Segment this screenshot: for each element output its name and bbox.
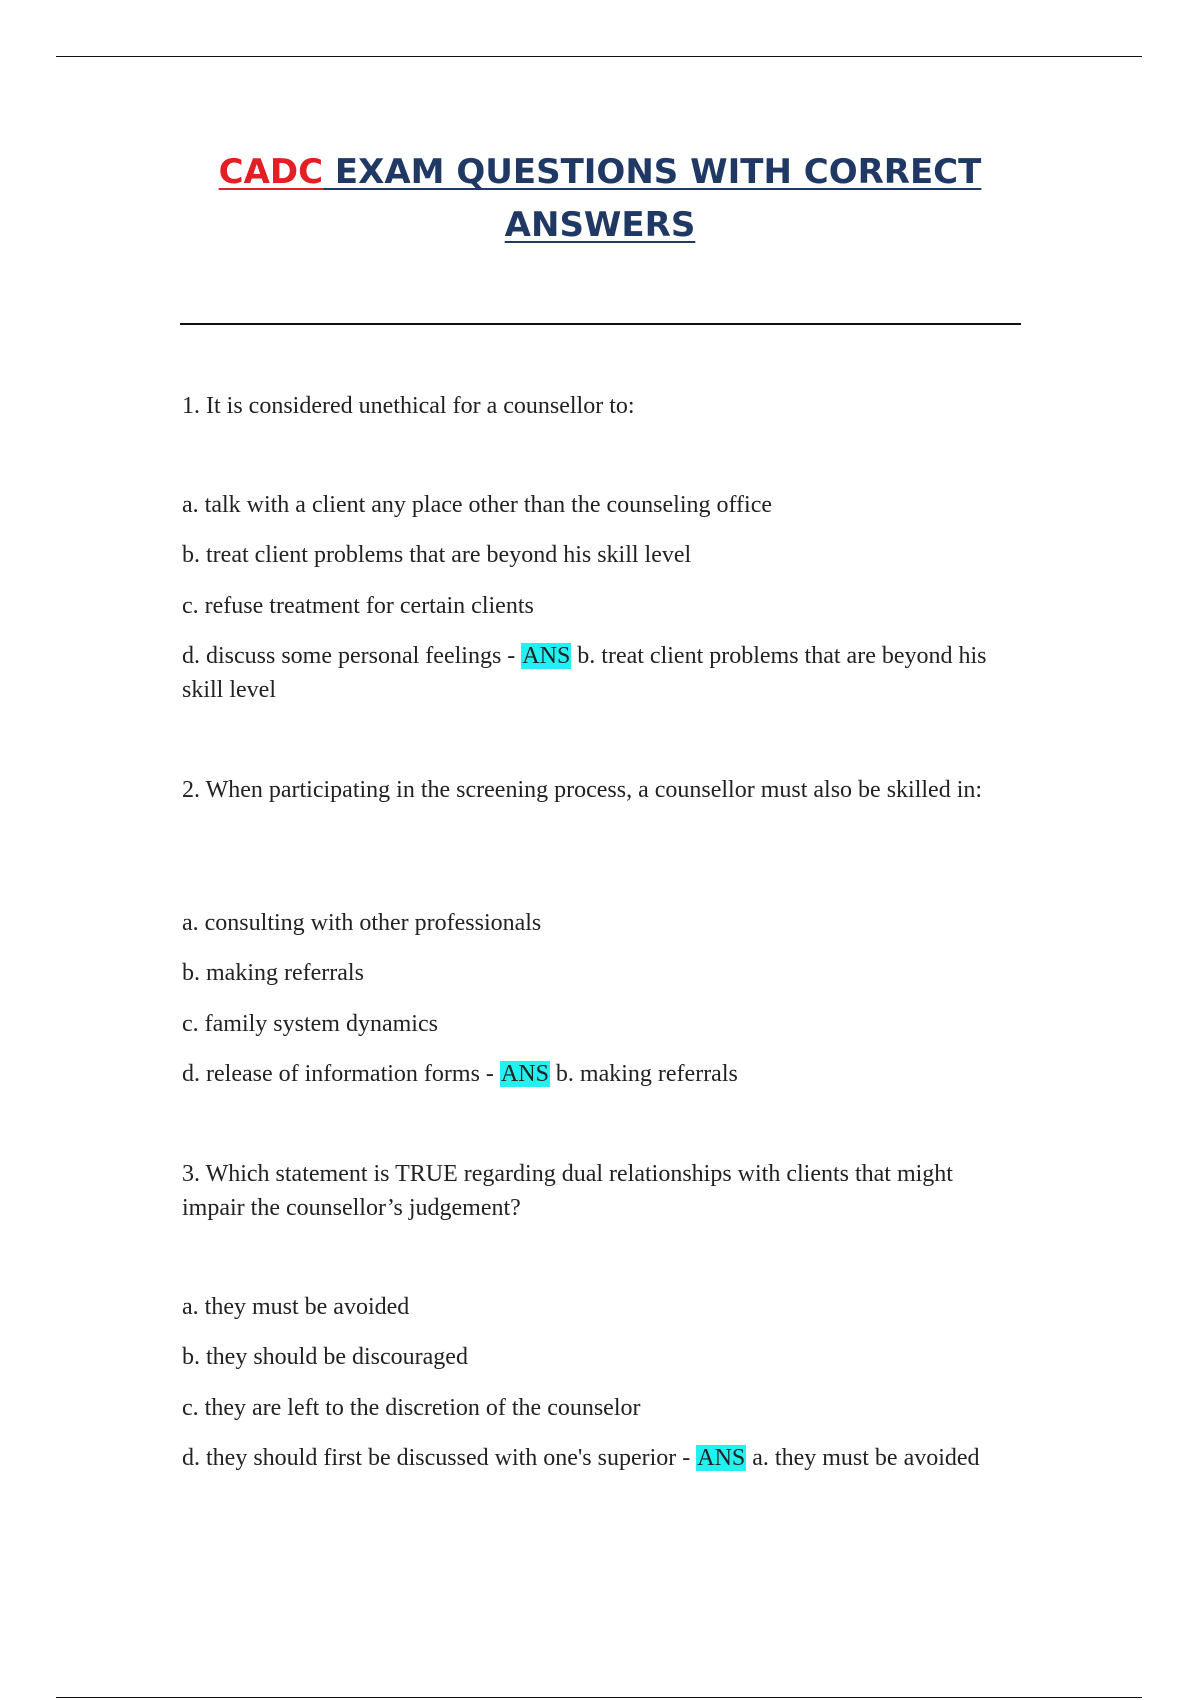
q1-option-a: a. talk with a client any place other than the counseling office (182, 492, 773, 518)
q2-option-d (182, 1057, 1012, 1091)
q3-option-d-text: d. they should first be discussed with one's superior - (182, 1445, 691, 1471)
q3-answer: a. they must be avoided (752, 1445, 980, 1471)
q1-answer: b. treat client problems that are beyond his skill level (182, 643, 987, 703)
q1-option-b: b. treat client problems that are beyond his skill level (182, 542, 692, 568)
page-title (180, 146, 1020, 252)
question-3: 3. Which statement is TRUE regarding dual relationships with clients that might impair the counsellor’s judgement? (182, 1161, 953, 1221)
q2-answer: b. making referrals (555, 1061, 738, 1087)
bottom-rule (56, 1697, 1142, 1698)
question-2: 2. When participating in the screening process, a counsellor must also be skilled in: (182, 777, 983, 803)
answer-marker: ANS (697, 1445, 746, 1471)
answer-marker: ANS (522, 643, 571, 669)
q2-option-d-text: d. release of information forms - (182, 1061, 494, 1087)
q3-option-b: b. they should be discouraged (182, 1344, 468, 1370)
q2-option-a: a. consulting with other professionals (182, 910, 542, 936)
q2-option-c: c. family system dynamics (182, 1011, 438, 1037)
q1-option-c: c. refuse treatment for certain clients (182, 593, 534, 619)
top-rule (56, 56, 1142, 57)
q1-option-d-text: d. discuss some personal feelings - (182, 643, 516, 669)
q3-option-d (182, 1441, 1012, 1475)
title-divider (180, 323, 1021, 325)
q3-option-a: a. they must be avoided (182, 1294, 410, 1320)
answer-marker: ANS (500, 1061, 549, 1087)
q1-option-d (182, 639, 1012, 707)
q2-option-b: b. making referrals (182, 960, 364, 986)
question-1: 1. It is considered unethical for a counsellor to: (182, 393, 635, 419)
title-lead: CADC (218, 152, 324, 192)
title-rest: EXAM QUESTIONS WITH CORRECT ANSWERS (323, 152, 982, 245)
q3-option-c: c. they are left to the discretion of the counselor (182, 1395, 641, 1421)
